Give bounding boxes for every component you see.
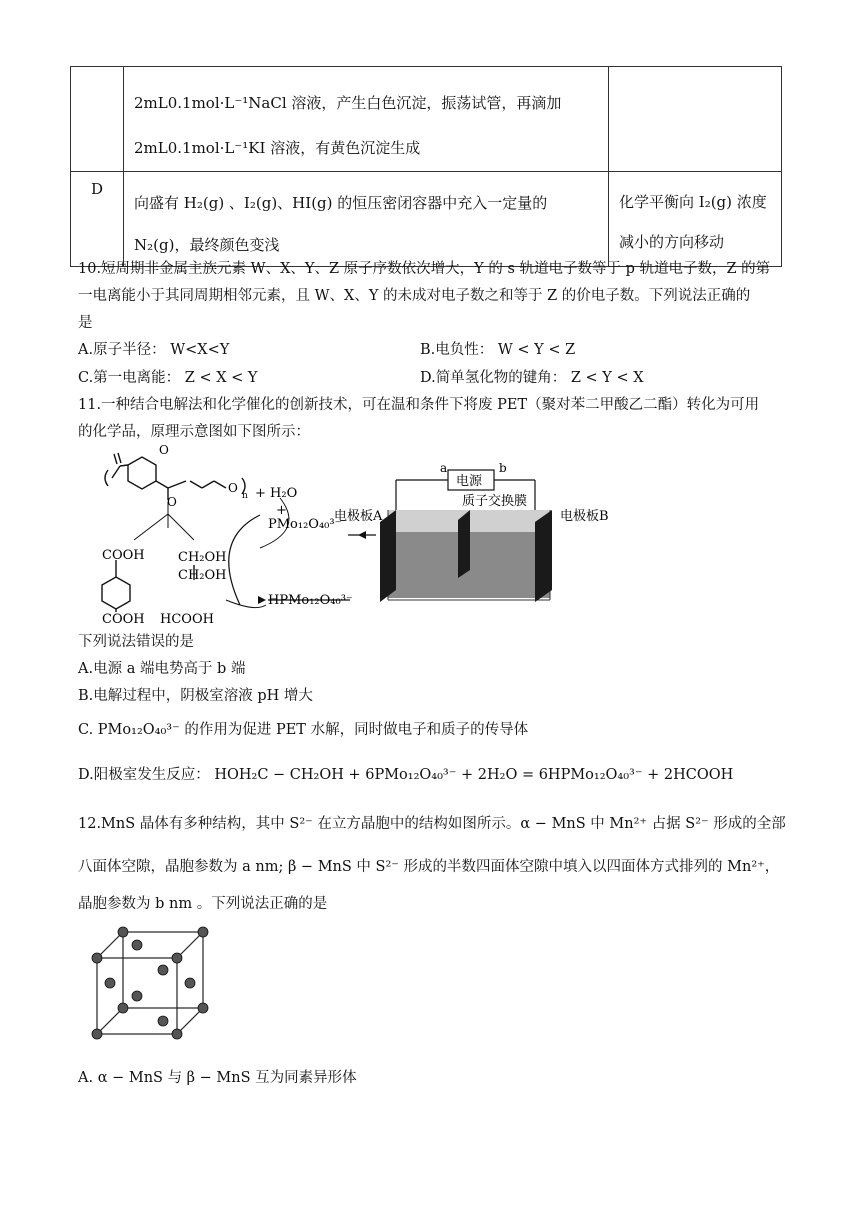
table-row-c bbox=[71, 67, 782, 172]
benzene-ring-acid bbox=[102, 577, 130, 609]
q11-option-c: C. PMo₁₂O₄₀³⁻ 的作用为促进 PET 水解，同时做电子和质子的传导体 bbox=[78, 722, 529, 738]
pet-electrolysis-diagram bbox=[90, 440, 650, 630]
q11-option-b: B.电解过程中，阴极室溶液 pH 增大 bbox=[78, 688, 313, 704]
q11-stem-line1: 11.一种结合电解法和化学催化的创新技术，可在温和条件下将废 PET（聚对苯二甲酸乙二酯）转化为可用 bbox=[78, 397, 760, 413]
water-label: + H₂O bbox=[255, 486, 298, 501]
q12-option-a: A. α − MnS 与 β − MnS 互为同素异形体 bbox=[78, 1070, 357, 1086]
electrode-b-label: 电极板B bbox=[560, 509, 609, 524]
left-bracket bbox=[105, 470, 108, 486]
table-cell-operation bbox=[124, 67, 609, 172]
table-cell-conclusion bbox=[609, 67, 782, 172]
hydrolysis-arrow-right bbox=[168, 514, 194, 540]
pmo-label: PMo₁₂O₄₀³⁻ bbox=[268, 517, 342, 532]
q10-option-b: B.电负性： W < Y < Z bbox=[420, 342, 576, 358]
benzene-ring-pet bbox=[128, 457, 156, 489]
q12-stem-line3: 晶胞参数为 b nm 。下列说法正确的是 bbox=[78, 896, 328, 912]
q12-stem-line1: 12.MnS 晶体有多种结构，其中 S²⁻ 在立方晶胞中的结构如图所示。α − MnS 中 Mn²⁺ 占据 S²⁻ 形成的全部 bbox=[78, 816, 786, 832]
pet-structure bbox=[102, 453, 376, 612]
row-d-operation-line2: N₂(g)，最终颜色变浅 bbox=[134, 236, 280, 254]
electrolysis-cell bbox=[380, 470, 552, 602]
row-d-conclusion-line1: 化学平衡向 I₂(g) 浓度 bbox=[619, 193, 767, 211]
carbonyl-double-bond-1 bbox=[114, 454, 117, 464]
proton-exchange-membrane bbox=[458, 510, 470, 578]
q10-stem-line3: 是 bbox=[78, 315, 93, 331]
arrow-head-left bbox=[358, 531, 366, 539]
q11-option-d: D.阳极室发生反应： HOH₂C − CH₂OH + 6PMo₁₂O₄₀³⁻ + 2H₂O = 6HPMo₁₂O₄₀³⁻ + 2HCOOH bbox=[78, 767, 734, 783]
ester-o-label: O bbox=[167, 495, 177, 509]
arrow-head-right bbox=[258, 596, 266, 604]
cooh-top-label: COOH bbox=[102, 548, 145, 563]
hpmo-label: HPMo₁₂O₄₀³⁻ bbox=[268, 593, 353, 608]
ch2oh-label-2: CH₂OH bbox=[178, 568, 227, 583]
row-c-operation-line2: 2mL0.1mol·L⁻¹KI 溶液，有黄色沉淀生成 bbox=[134, 139, 421, 157]
power-supply-label: 电源 bbox=[456, 474, 483, 489]
q12-stem-line2: 八面体空隙，晶胞参数为 a nm; β − MnS 中 S²⁻ 形成的半数四面体空隙中填入以四面体方式排列的 Mn²⁺， bbox=[78, 859, 780, 875]
electrode-a bbox=[380, 510, 396, 602]
membrane-label: 质子交换膜 bbox=[462, 494, 528, 509]
electrode-a-label: 电极板A bbox=[334, 509, 383, 524]
cooh-bottom-label: COOH bbox=[102, 612, 145, 627]
chain-o-label: O bbox=[228, 481, 238, 495]
hcooh-label: HCOOH bbox=[160, 612, 214, 627]
row-d-label: D bbox=[90, 180, 104, 198]
q10-option-a: A.原子半径： W<X<Y bbox=[78, 342, 230, 358]
q10-stem-line2: 一电离能小于其同周期相邻元素，且 W、X、Y 的未成对电子数之和等于 Z 的价电子数。下列说法正确的 bbox=[78, 288, 751, 304]
unit-cell-figure bbox=[85, 920, 215, 1045]
terminal-a-label: a bbox=[440, 461, 448, 475]
q11-option-a: A.电源 a 端电势高于 b 端 bbox=[78, 661, 246, 677]
unit-cell-svg bbox=[85, 920, 215, 1045]
table-cell-operation bbox=[124, 172, 609, 267]
hydrolysis-arrow-left bbox=[134, 514, 168, 540]
repeat-n-label: n bbox=[242, 491, 248, 501]
catalytic-cycle-arc bbox=[229, 515, 260, 605]
row-c-operation-line1: 2mL0.1mol·L⁻¹NaCl 溶液，产生白色沉淀，振荡试管，再滴加 bbox=[134, 94, 562, 112]
table-cell-label bbox=[71, 172, 124, 267]
diagram-svg bbox=[90, 440, 650, 630]
experiment-table bbox=[70, 66, 782, 267]
q11-stem-line2: 的化学品，原理示意图如下图所示： bbox=[78, 424, 310, 440]
electrode-b bbox=[535, 510, 552, 602]
plus-label: + bbox=[276, 503, 287, 518]
carbonyl-bond bbox=[112, 466, 120, 478]
q10-option-c: C.第一电离能： Z < X < Y bbox=[78, 370, 258, 386]
terminal-b-label: b bbox=[499, 461, 507, 475]
row-d-conclusion-line2: 减小的方向移动 bbox=[619, 233, 725, 251]
row-d-operation-line1: 向盛有 H₂(g) 、I₂(g)、HI(g) 的恒压密闭容器中充入一定量的 bbox=[134, 194, 548, 212]
table-cell-conclusion bbox=[609, 172, 782, 267]
table-cell-empty bbox=[71, 67, 124, 172]
q11-prompt: 下列说法错误的是 bbox=[78, 634, 194, 650]
carbonyl-double-bond-2 bbox=[118, 453, 121, 463]
q10-stem-line1: 10.短周期非金属主族元素 W、X、Y、Z 原子序数依次增大，Y 的 s 轨道电子数等于 p 轨道电子数，Z 的第 bbox=[78, 261, 771, 277]
carbonyl-o-label: O bbox=[159, 443, 169, 457]
table-row-d bbox=[71, 172, 782, 267]
q10-option-d: D.简单氢化物的键角： Z < Y < X bbox=[420, 370, 644, 386]
ch2oh-label-1: CH₂OH bbox=[178, 550, 227, 565]
